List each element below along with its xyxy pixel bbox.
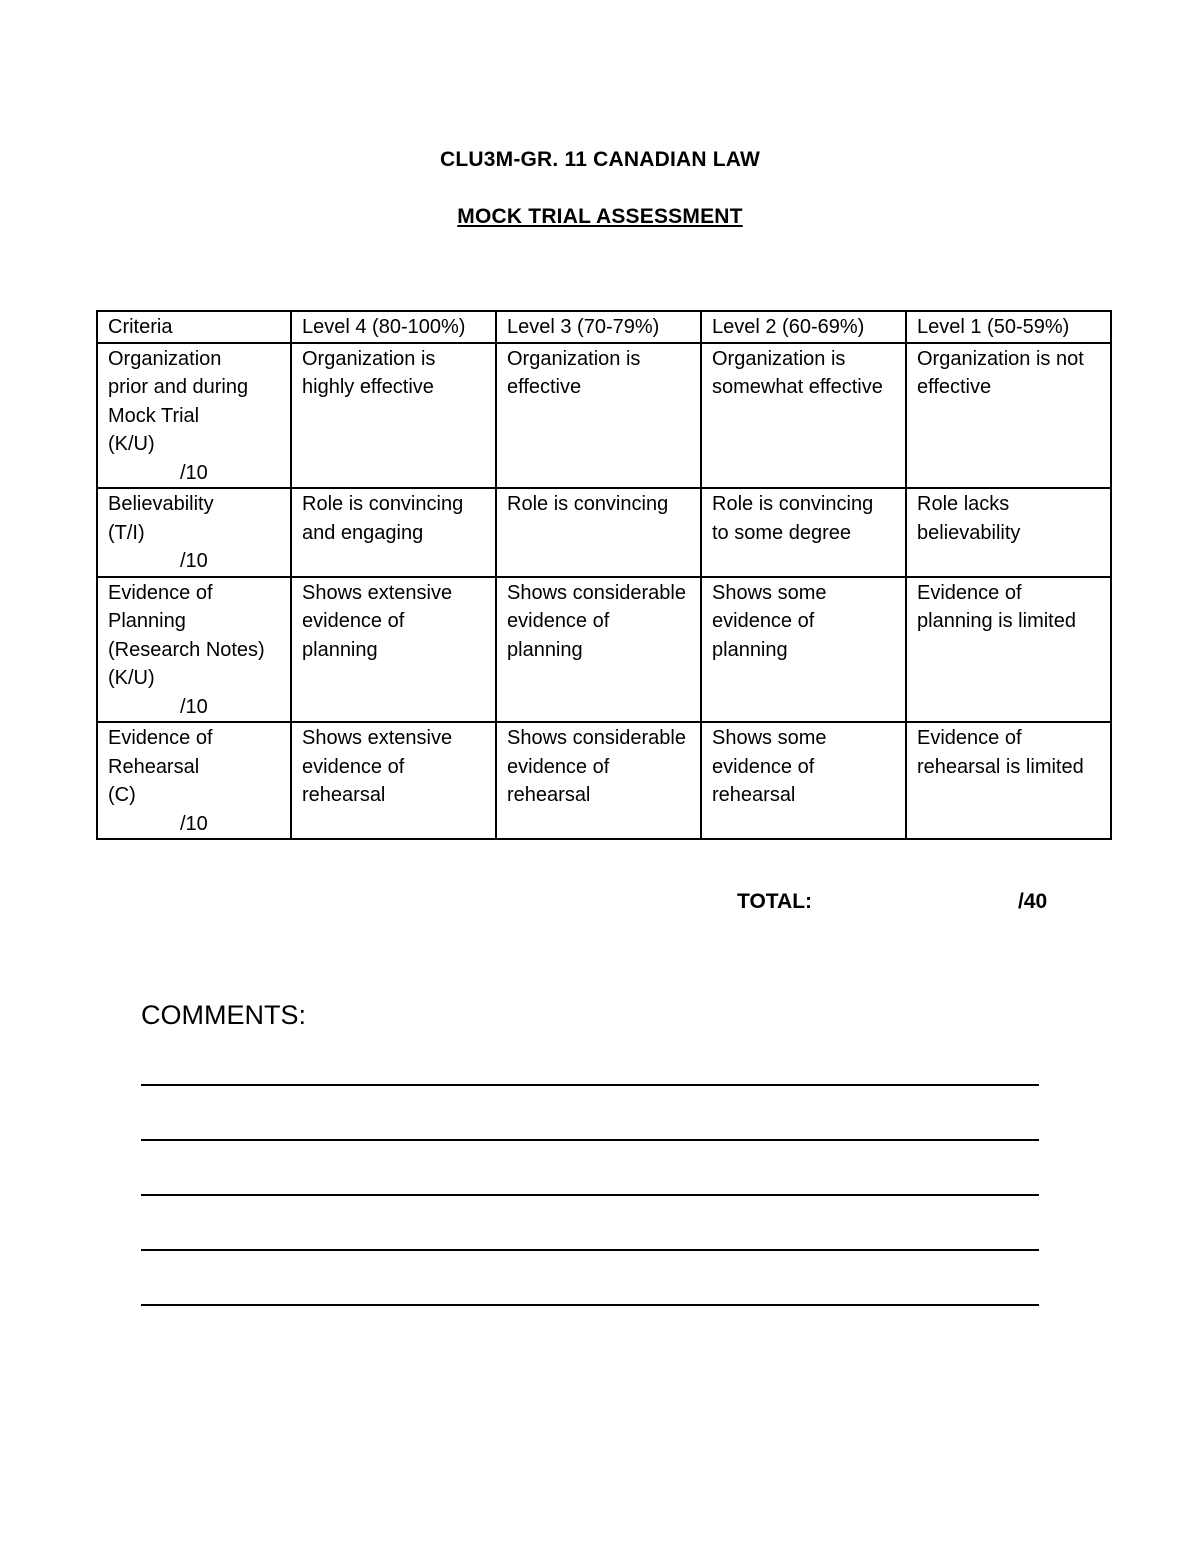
level-4-cell: Role is convincing and engaging (291, 488, 496, 577)
criteria-score: /10 (180, 550, 208, 572)
criteria-score: /10 (180, 812, 208, 835)
header-level-2: Level 2 (60-69%) (701, 311, 906, 343)
level-1-cell: Organization is not effective (906, 343, 1111, 489)
criteria-line: Planning (108, 610, 186, 632)
rubric-row-believability (97, 488, 1111, 577)
level-3-cell: Shows considerable evidence of rehearsal (496, 722, 701, 839)
level-3-cell: Shows considerable evidence of planning (496, 577, 701, 723)
header-level-3: Level 3 (70-79%) (496, 311, 701, 343)
criteria-cell (97, 343, 291, 489)
rubric-row-planning (97, 577, 1111, 723)
level-4-cell: Organization is highly effective (291, 343, 496, 489)
criteria-line: (K/U) (108, 667, 155, 689)
rubric-row-organization (97, 343, 1111, 489)
level-3-cell: Role is convincing (496, 488, 701, 577)
criteria-cell (97, 488, 291, 577)
header-level-4: Level 4 (80-100%) (291, 311, 496, 343)
comment-line-5[interactable] (141, 1304, 1039, 1306)
comment-line-1[interactable] (141, 1084, 1039, 1086)
level-4-cell: Shows extensive evidence of rehearsal (291, 722, 496, 839)
criteria-line: (C) (108, 784, 136, 806)
comment-line-4[interactable] (141, 1249, 1039, 1251)
criteria-line: prior and during (108, 376, 249, 398)
criteria-line: (Research Notes) (108, 638, 265, 661)
rubric-header-row (97, 311, 1111, 343)
comment-line-2[interactable] (141, 1139, 1039, 1141)
level-4-cell: Shows extensive evidence of planning (291, 577, 496, 723)
header-criteria: Criteria (97, 311, 291, 343)
criteria-cell (97, 577, 291, 723)
criteria-line: Believability (108, 493, 214, 515)
level-1-cell: Evidence of planning is limited (906, 577, 1111, 723)
criteria-cell (97, 722, 291, 839)
criteria-line: Evidence of (108, 581, 213, 604)
level-2-cell: Role is convincing to some degree (701, 488, 906, 577)
level-2-cell: Shows some evidence of planning (701, 577, 906, 723)
total-value: /40 (1018, 890, 1048, 913)
criteria-line: Rehearsal (108, 755, 200, 778)
level-3-cell: Organization is effective (496, 343, 701, 489)
criteria-line: Organization (108, 347, 222, 370)
comments-label: COMMENTS: (141, 1000, 306, 1030)
criteria-score: /10 (180, 695, 208, 718)
criteria-score: /10 (180, 461, 208, 484)
criteria-line: Evidence of (108, 727, 213, 749)
total-label: TOTAL: (737, 890, 813, 913)
course-title: CLU3M-GR. 11 CANADIAN LAW (439, 148, 760, 171)
level-1-cell: Evidence of rehearsal is limited (906, 722, 1111, 839)
rubric-table (96, 310, 1112, 840)
comment-line-3[interactable] (141, 1194, 1039, 1196)
level-2-cell: Shows some evidence of rehearsal (701, 722, 906, 839)
assessment-title: MOCK TRIAL ASSESSMENT (457, 205, 743, 228)
criteria-line: (T/I) (108, 521, 145, 544)
level-2-cell: Organization is somewhat effective (701, 343, 906, 489)
rubric-row-rehearsal (97, 722, 1111, 839)
header-level-1: Level 1 (50-59%) (906, 311, 1111, 343)
criteria-line: Mock Trial (108, 404, 200, 427)
level-1-cell: Role lacks believability (906, 488, 1111, 577)
criteria-line: (K/U) (108, 433, 155, 455)
